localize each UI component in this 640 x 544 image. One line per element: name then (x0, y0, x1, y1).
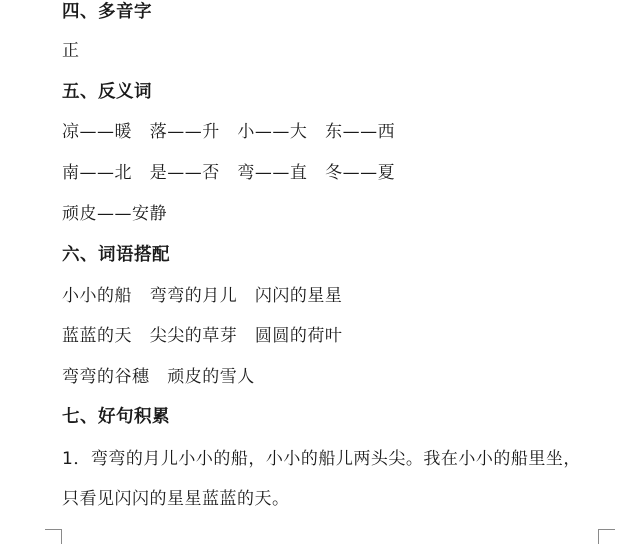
good-sentence-line: 只看见闪闪的星星蓝蓝的天。 (62, 489, 290, 509)
polyphonic-line: 正 (62, 41, 80, 61)
good-sentence-line: 1．弯弯的月儿小小的船，小小的船儿两头尖。我在小小的船里坐， (62, 449, 581, 469)
antonym-line: 凉——暖 落——升 小——大 东——西 (62, 122, 396, 142)
antonym-line: 顽皮——安静 (62, 204, 167, 224)
section-heading-collocation: 六、词语搭配 (62, 245, 170, 265)
section-heading-antonyms: 五、反义词 (62, 82, 152, 102)
collocation-line: 弯弯的谷穗 顽皮的雪人 (62, 367, 255, 387)
section-heading-good-sentences: 七、好句积累 (62, 407, 170, 427)
section-heading-polyphonic: 四、多音字 (62, 2, 152, 22)
page-margin-corner-left (45, 529, 62, 544)
collocation-line: 蓝蓝的天 尖尖的草芽 圆圆的荷叶 (62, 326, 343, 346)
collocation-line: 小小的船 弯弯的月儿 闪闪的星星 (62, 286, 343, 306)
page-margin-corner-right (598, 529, 615, 544)
antonym-line: 南——北 是——否 弯——直 冬——夏 (62, 163, 396, 183)
